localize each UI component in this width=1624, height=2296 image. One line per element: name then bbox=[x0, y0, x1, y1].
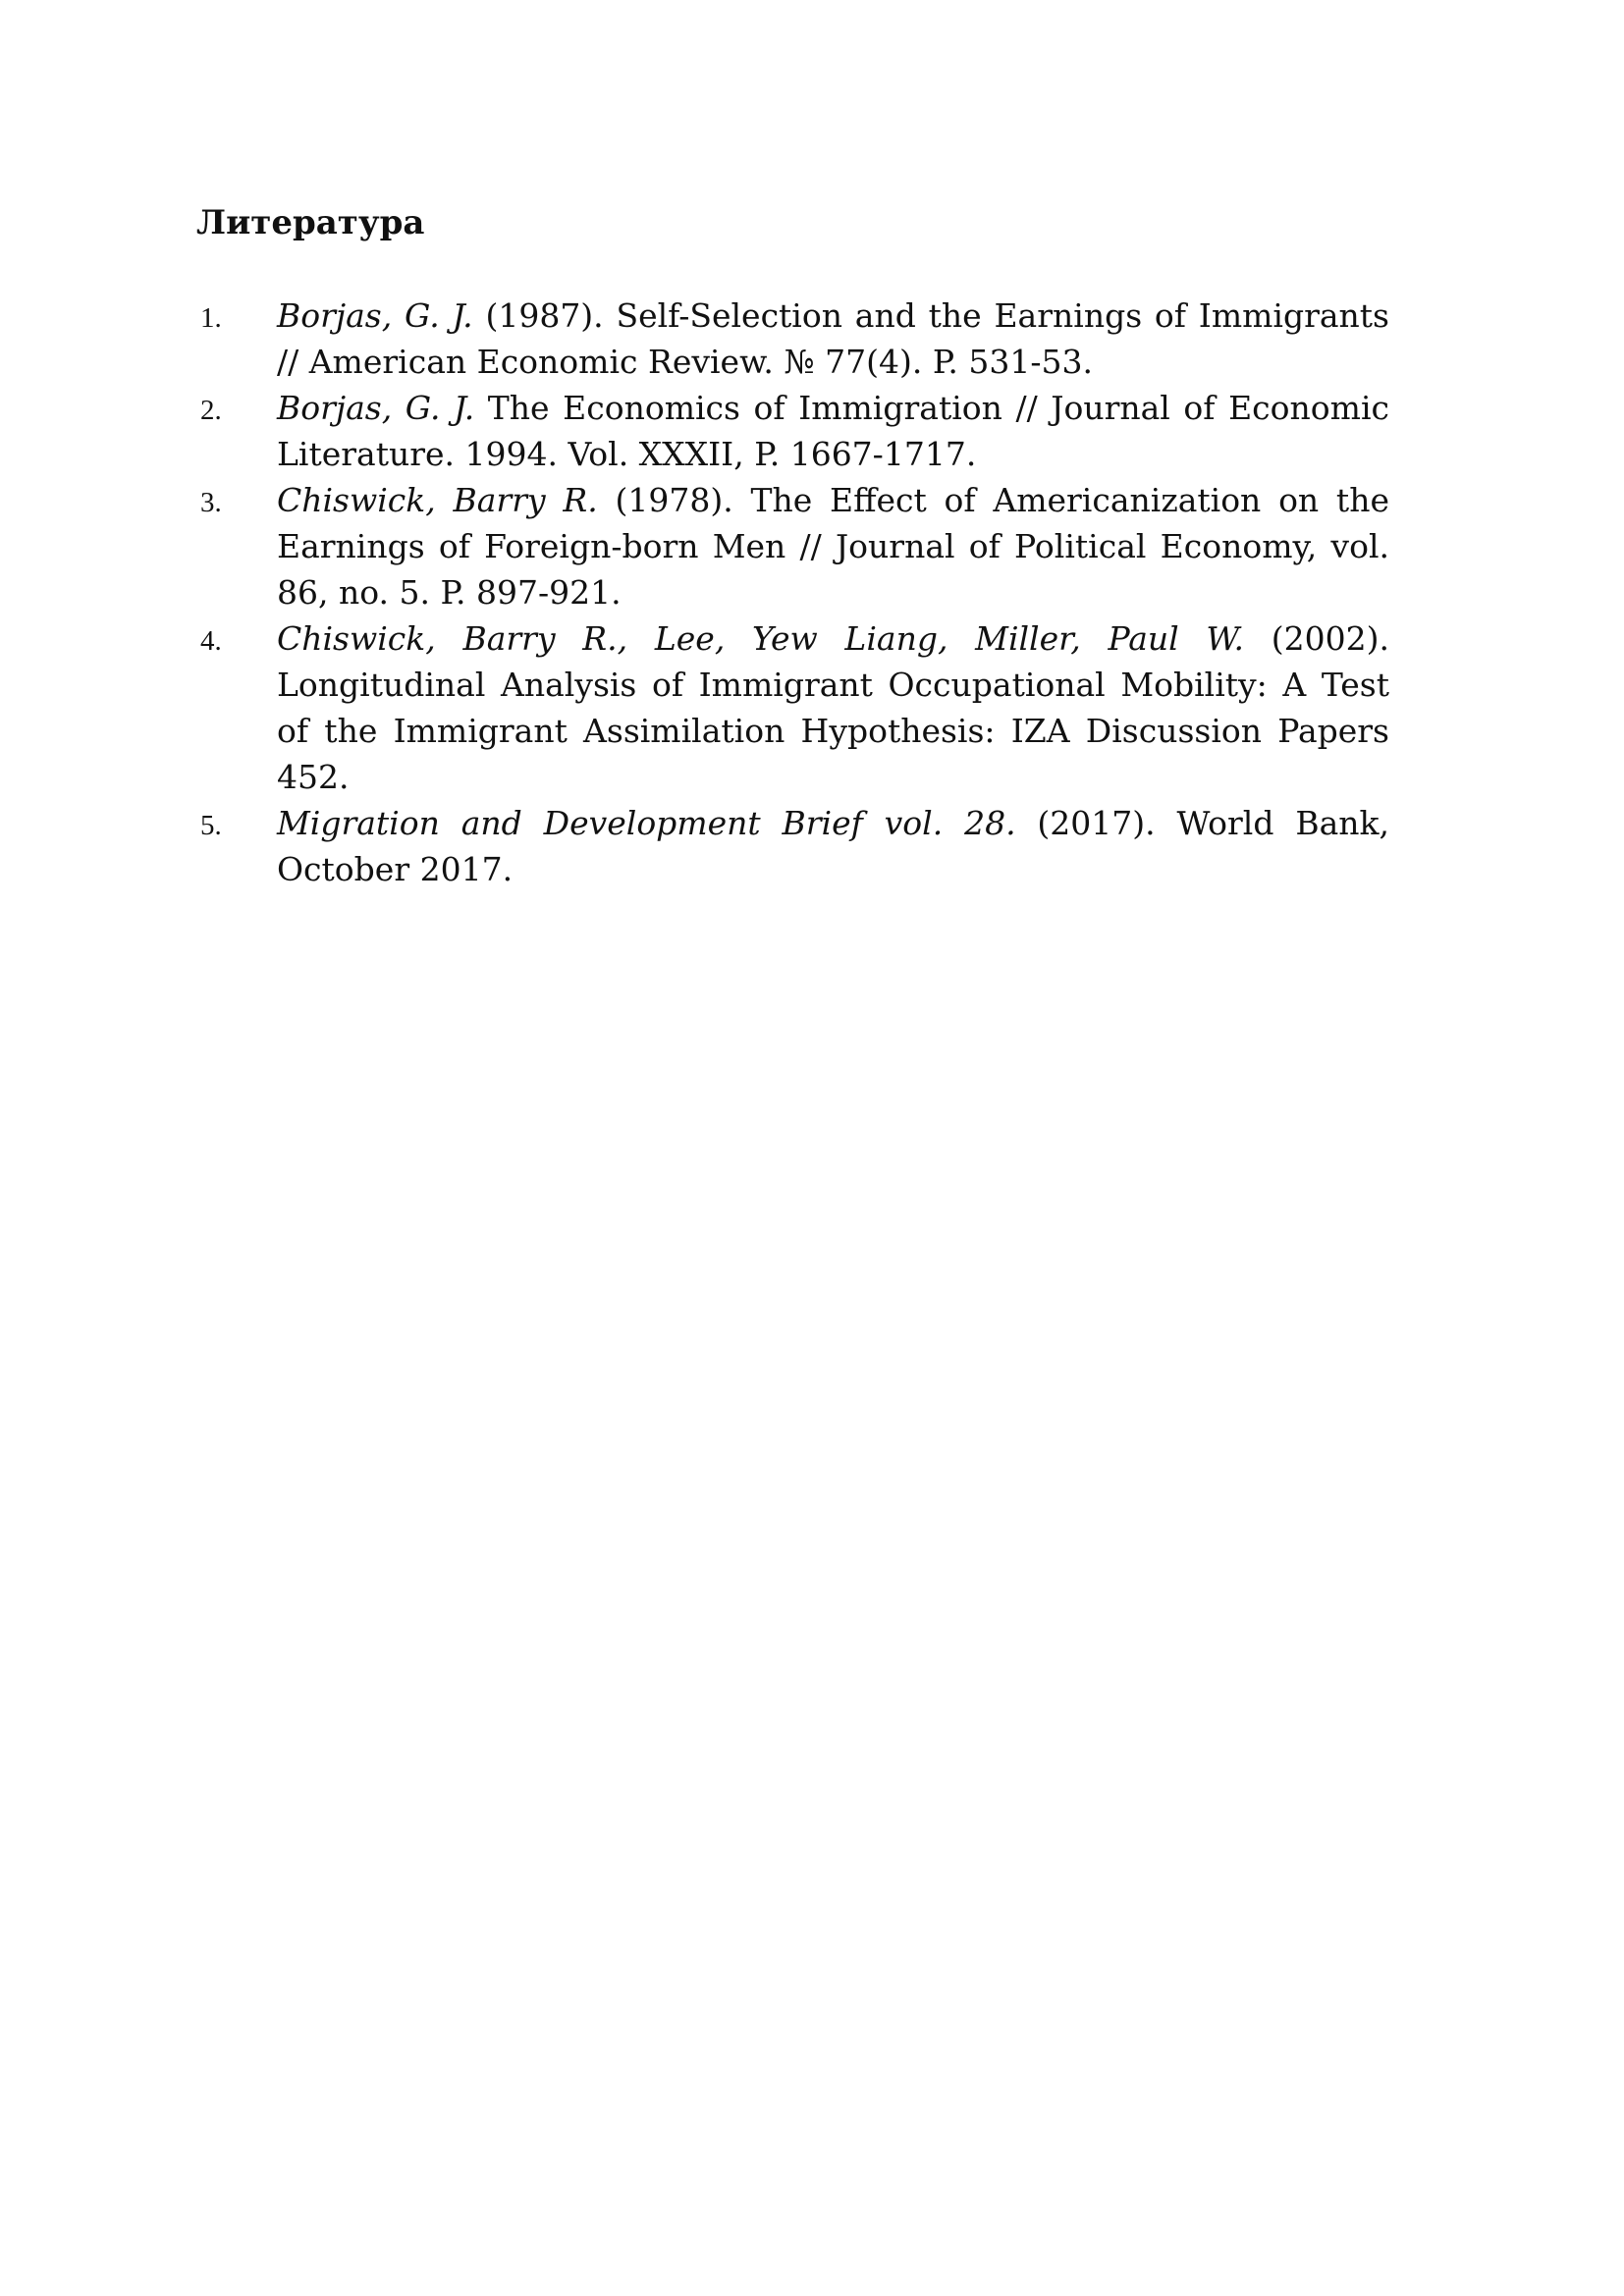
reference-author: Chiswick, Barry R., Lee, Yew Liang, Miller, Paul W. bbox=[277, 619, 1245, 658]
reference-number: 2. bbox=[200, 395, 222, 426]
reference-item bbox=[196, 615, 1389, 800]
reference-item bbox=[196, 477, 1389, 615]
reference-number: 4. bbox=[200, 625, 222, 657]
reference-number: 5. bbox=[200, 810, 222, 841]
reference-author: Borjas, G. J. bbox=[277, 296, 473, 335]
reference-text: (1978). The Effect of Americanization on the Earnings of Foreign-born Men // Journal of Political Economy, vol. 86, no. 5. P. 897-921. bbox=[277, 481, 1389, 612]
references-list bbox=[196, 293, 1389, 892]
reference-author: Migration and Development Brief vol. 28. bbox=[277, 804, 1016, 842]
reference-item bbox=[196, 800, 1389, 892]
references-heading: Литература bbox=[196, 203, 425, 242]
reference-number: 1. bbox=[200, 302, 222, 334]
reference-item bbox=[196, 385, 1389, 477]
reference-number: 3. bbox=[200, 487, 222, 518]
reference-text: (2002). Longitudinal Analysis of Immigrant Occupational Mobility: A Test of the Immigrant Assimilation Hypothesis: IZA Discussion Papers 452. bbox=[277, 619, 1389, 796]
reference-author: Borjas, G. J. bbox=[277, 389, 475, 427]
reference-author: Chiswick, Barry R. bbox=[277, 481, 598, 519]
reference-text: (2017). World Bank, October 2017. bbox=[277, 804, 1389, 888]
reference-text: (1987). Self-Selection and the Earnings of Immigrants // American Economic Review. № 77(4). P. 531-53. bbox=[277, 296, 1389, 381]
reference-item bbox=[196, 293, 1389, 385]
reference-text: The Economics of Immigration // Journal of Economic Literature. 1994. Vol. XXXII, P. 1667-1717. bbox=[277, 389, 1389, 473]
